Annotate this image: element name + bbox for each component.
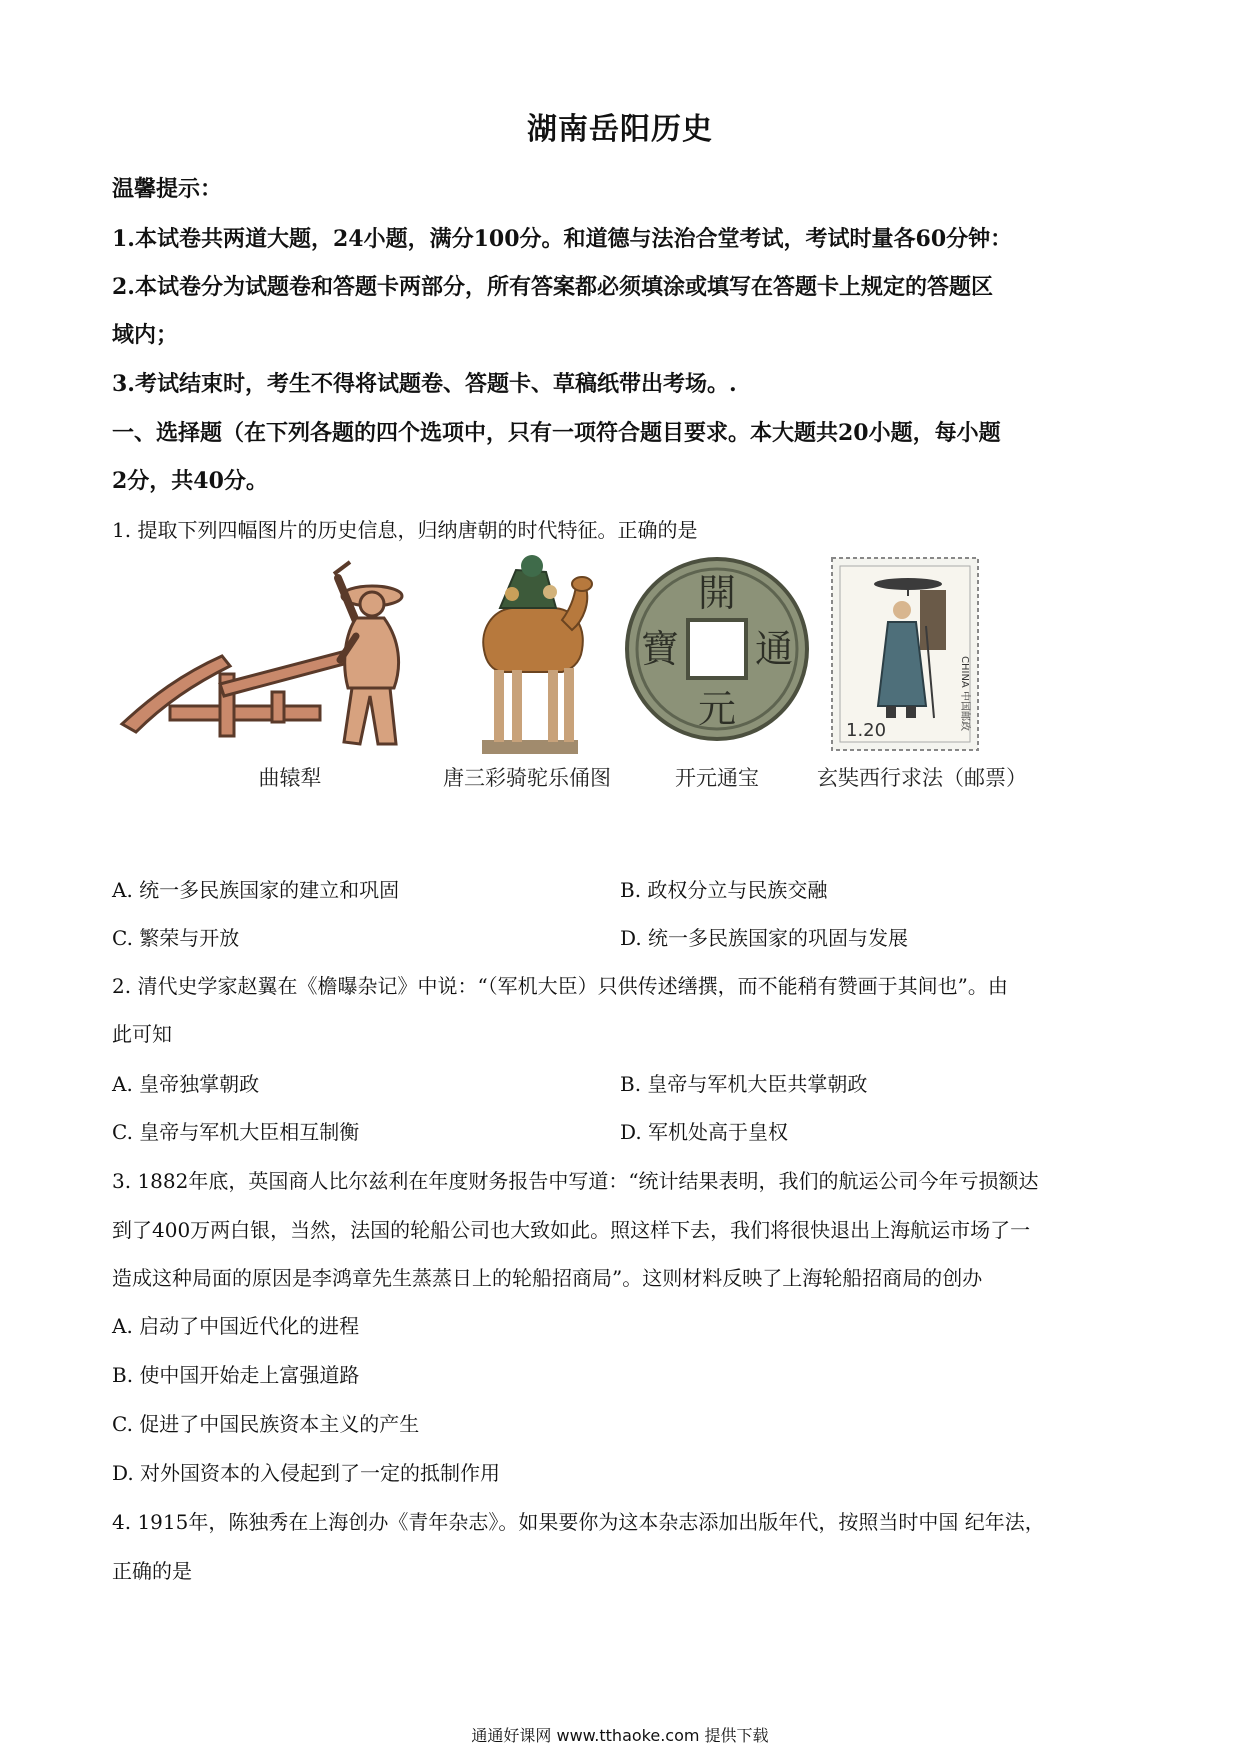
question-1-stem: 1. 提取下列四幅图片的历史信息，归纳唐朝的时代特征。正确的是	[112, 518, 698, 542]
q1-option-b: B. 政权分立与民族交融	[620, 878, 828, 902]
coin-char-left: 寶	[640, 627, 680, 671]
coin-char-bottom: 元	[697, 687, 737, 731]
question-4-stem-line-2: 正确的是	[112, 1559, 192, 1583]
caption-stamp: 玄奘西行求法（邮票）	[817, 766, 1027, 790]
notice-heading: 温馨提示：	[112, 176, 223, 202]
q2-option-d: D. 军机处高于皇权	[620, 1120, 789, 1144]
caption-plough: 曲辕犁	[258, 766, 322, 790]
question-2-stem-line-1: 2. 清代史学家赵翼在《檐曝杂记》中说：“（军机大臣）只供传述缮撰，而不能稍有赞画于其间也”。由	[112, 974, 1008, 998]
caption-camel: 唐三彩骑驼乐俑图	[443, 766, 611, 790]
stamp-country-label: CHINA 中国邮政	[959, 656, 970, 731]
plough-image	[112, 556, 422, 756]
question-4-stem-line-1: 4. 1915年，陈独秀在上海创办《青年杂志》。如果要你为这本杂志添加出版年代，按照当时中国 纪年法，	[112, 1510, 1045, 1534]
notice-line-2: 2.本试卷分为试题卷和答题卡两部分，所有答案都必须填涂或填写在答题卡上规定的答题区	[112, 274, 993, 300]
q2-option-a: A. 皇帝独掌朝政	[112, 1072, 260, 1096]
q1-option-d: D. 统一多民族国家的巩固与发展	[620, 926, 909, 950]
question-2-stem-line-2: 此可知	[112, 1022, 172, 1046]
q2-option-c: C. 皇帝与军机大臣相互制衡	[112, 1120, 360, 1144]
kaiyuan-tongbao-coin-image	[622, 554, 812, 744]
question-3-stem-line-1: 3. 1882年底，英国商人比尔兹利在年度财务报告中写道：“统计结果表明，我们的航运公司今年亏损额达	[112, 1169, 1039, 1193]
section-heading-line-1: 一、选择题（在下列各题的四个选项中，只有一项符合题目要求。本大题共20小题，每小题	[112, 420, 1001, 446]
q1-option-a: A. 统一多民族国家的建立和巩固	[112, 878, 400, 902]
notice-line-1: 1.本试卷共两道大题，24小题，满分100分。和道德与法治合堂考试，考试时量各60分钟：	[112, 226, 1013, 252]
coin-char-right: 通	[754, 627, 794, 671]
notice-line-3: 域内；	[112, 322, 179, 348]
stamp-face-value: 1.20	[846, 720, 887, 741]
q3-option-c: C. 促进了中国民族资本主义的产生	[112, 1412, 420, 1436]
caption-coin: 开元通宝	[675, 766, 759, 790]
question-3-stem-line-2: 到了400万两白银，当然，法国的轮船公司也大致如此。照这样下去，我们将很快退出上海航运市场了一	[112, 1218, 1031, 1242]
page-footer: 通通好课网 www.tthaoke.com 提供下载	[471, 1726, 769, 1745]
q1-option-c: C. 繁荣与开放	[112, 926, 240, 950]
q3-option-a: A. 启动了中国近代化的进程	[112, 1314, 360, 1338]
coin-char-top: 開	[697, 571, 737, 615]
q2-option-b: B. 皇帝与军机大臣共掌朝政	[620, 1072, 868, 1096]
question-3-stem-line-3: 造成这种局面的原因是李鸿章先生蒸蒸日上的轮船招商局”。这则材料反映了上海轮船招商局的创办	[112, 1266, 983, 1290]
notice-line-4: 3.考试结束时，考生不得将试题卷、答题卡、草稿纸带出考场。.	[112, 371, 737, 397]
q3-option-d: D. 对外国资本的入侵起到了一定的抵制作用	[112, 1461, 501, 1485]
tang-sancai-camel-image	[452, 550, 602, 760]
page-title: 湖南岳阳历史	[527, 112, 713, 147]
q3-option-b: B. 使中国开始走上富强道路	[112, 1363, 360, 1387]
xuanzang-stamp-image	[830, 556, 980, 752]
section-heading-line-2: 2分，共40分。	[112, 468, 268, 494]
